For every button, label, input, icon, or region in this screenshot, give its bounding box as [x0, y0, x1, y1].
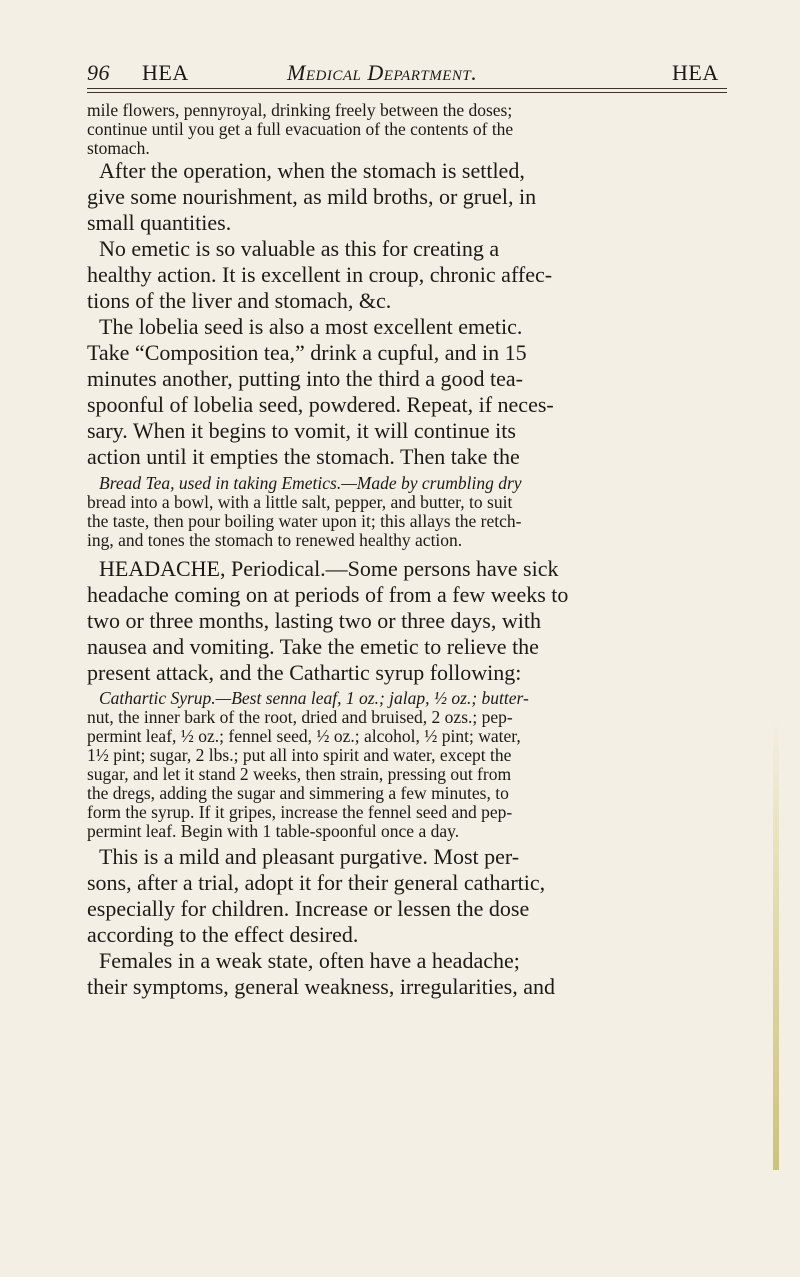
header-left-word: HEA	[142, 60, 189, 85]
text-line: nut, the inner bark of the root, dried and bruised, 2 ozs.; pep-	[87, 707, 513, 727]
text-line: form the syrup. If it gripes, increase the fennel seed and pep-	[87, 802, 513, 822]
text-line: Take “Composition tea,” drink a cupful, and in 15	[87, 340, 527, 365]
header-title: Medical Department.	[287, 60, 478, 85]
header-rule-top	[87, 88, 727, 89]
text-line: nausea and vomiting. Take the emetic to relieve the	[87, 634, 539, 659]
header-rule-bottom	[87, 92, 727, 93]
page-edge-stain	[773, 720, 779, 1170]
text-line: tions of the liver and stomach, &c.	[87, 288, 392, 313]
text-line: the taste, then pour boiling water upon it; this allays the retch-	[87, 511, 522, 531]
text-line: two or three months, lasting two or three days, with	[87, 608, 541, 633]
text-line: healthy action. It is excellent in croup, chronic affec-	[87, 262, 553, 287]
text-line: spoonful of lobelia seed, powdered. Repeat, if neces-	[87, 392, 554, 417]
page-number: 96	[87, 60, 110, 85]
text-line: sugar, and let it stand 2 weeks, then strain, pressing out from	[87, 764, 512, 784]
header-right-word: HEA	[672, 60, 719, 85]
text-line: continue until you get a full evacuation of the contents of the	[87, 119, 514, 139]
text-line: permint leaf. Begin with 1 table-spoonful once a day.	[87, 821, 460, 841]
text-line: bread into a bowl, with a little salt, pepper, and butter, to suit	[87, 492, 513, 512]
recipe-heading-line: Bread Tea, used in taking Emetics.—Made by crumbling dry	[99, 473, 522, 493]
text-line: This is a mild and pleasant purgative. Most per-	[99, 844, 520, 869]
text-line: minutes another, putting into the third a good tea-	[87, 366, 523, 391]
recipe-heading-line: Cathartic Syrup.—Best senna leaf, 1 oz.; jalap, ½ oz.; butter-	[99, 688, 529, 708]
text-line: especially for children. Increase or lessen the dose	[87, 896, 530, 921]
text-line: action until it empties the stomach. Then take the	[87, 444, 520, 469]
running-header	[87, 60, 727, 90]
text-line: sons, after a trial, adopt it for their general cathartic,	[87, 870, 546, 895]
text-line: small quantities.	[87, 210, 232, 235]
text-line: permint leaf, ½ oz.; fennel seed, ½ oz.; alcohol, ½ pint; water,	[87, 726, 521, 746]
text-line: The lobelia seed is also a most excellent emetic.	[99, 314, 523, 339]
text-line: mile flowers, pennyroyal, drinking freely between the doses;	[87, 100, 513, 120]
text-line: according to the effect desired.	[87, 922, 359, 947]
text-line: their symptoms, general weakness, irregularities, and	[87, 974, 555, 999]
text-line: Females in a weak state, often have a headache;	[99, 948, 520, 973]
section-heading-line: HEADACHE, Periodical.—Some persons have sick	[99, 556, 559, 581]
text-line: After the operation, when the stomach is settled,	[99, 158, 525, 183]
text-line: sary. When it begins to vomit, it will continue its	[87, 418, 516, 443]
text-line: present attack, and the Cathartic syrup following:	[87, 660, 522, 685]
text-line: 1½ pint; sugar, 2 lbs.; put all into spirit and water, except the	[87, 745, 512, 765]
text-line: ing, and tones the stomach to renewed healthy action.	[87, 530, 463, 550]
text-line: the dregs, adding the sugar and simmering a few minutes, to	[87, 783, 509, 803]
text-line: No emetic is so valuable as this for creating a	[99, 236, 500, 261]
text-line: give some nourishment, as mild broths, or gruel, in	[87, 184, 537, 209]
text-line: headache coming on at periods of from a few weeks to	[87, 582, 569, 607]
text-line: stomach.	[87, 138, 150, 158]
